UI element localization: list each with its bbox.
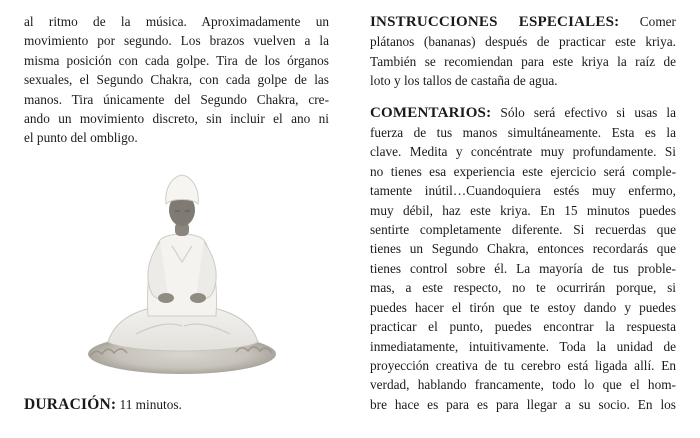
body-line: fuerza de tus manos simultáneamente. Esta es la bbox=[370, 125, 676, 141]
body-line: inmediatamente, intuitivamente. Toda la unidad de bbox=[370, 338, 676, 354]
comments-first-text: Sólo será efectivo si usas la bbox=[500, 104, 676, 120]
instructions-heading: INSTRUCCIONES ESPECIALES: bbox=[370, 14, 620, 30]
body-line: practicar el punto, puedes encontrar la respuesta bbox=[370, 319, 676, 335]
duration-line bbox=[24, 396, 182, 414]
left-column bbox=[24, 12, 329, 148]
body-line: loto y los tallos de castaña de agua. bbox=[370, 73, 558, 89]
body-line: proyección creativa de tu cerebro está ligada allí. En bbox=[370, 357, 676, 373]
body-line: tamente inútil…Cuandoquiera estés muy enfermo, bbox=[370, 183, 676, 199]
body-line: muy débil, haz este kriya. En 15 minutos puedes bbox=[370, 202, 676, 218]
body-line: plátanos (bananas) después de practicar este kriya. bbox=[370, 34, 676, 50]
instructions-first-text: Comer bbox=[639, 14, 676, 29]
body-line: ando un movimiento discreto, sin incluir el ano ni bbox=[24, 111, 329, 127]
comments-first-line bbox=[370, 103, 676, 123]
duration-value: 11 minutos. bbox=[119, 397, 182, 412]
body-line: sentirte completamente diferente. Si recuerdas que bbox=[370, 222, 676, 238]
meditation-figure bbox=[86, 166, 278, 376]
comments-heading: COMENTARIOS: bbox=[370, 104, 492, 121]
body-line: misma posición con cada golpe. Tira de los órganos bbox=[24, 52, 329, 68]
body-line: manos. Tira únicamente del Segundo Chakra, cre- bbox=[24, 91, 329, 107]
body-line: sexuales, el Segundo Chakra, con cada golpe de las bbox=[24, 72, 329, 88]
body-line: al ritmo de la música. Aproximadamente un bbox=[24, 14, 329, 29]
body-line: tienes un Segundo Chakra, entonces recordarás que bbox=[370, 241, 676, 257]
body-line: el punto del ombligo. bbox=[24, 130, 138, 146]
right-hand bbox=[190, 293, 206, 303]
body-line: También se recomiendan para este kriya la raíz de bbox=[370, 53, 676, 69]
comments-section bbox=[370, 103, 676, 415]
body-line: puedes hacer el tirón que te estoy dando y puedes bbox=[370, 299, 676, 315]
body-line: verdad, hablando francamente, todo lo que el hom- bbox=[370, 377, 676, 393]
right-column bbox=[370, 12, 676, 414]
seated-woman-illustration bbox=[86, 166, 278, 376]
duration-heading: DURACIÓN: bbox=[24, 396, 117, 413]
body-line: bre hace es para es para llegar a su socio. En los bbox=[370, 396, 676, 412]
body-line: mas, a este respecto, no te ocurrirán porque, si bbox=[370, 280, 676, 296]
body-line: clave. Medita y concéntrate muy profundamente. Si bbox=[370, 144, 676, 160]
instructions-first-line bbox=[370, 12, 676, 32]
body-line: tienes control sobre él. La mayoría de tus proble- bbox=[370, 260, 676, 276]
left-hand bbox=[158, 293, 174, 303]
instructions-section bbox=[370, 12, 676, 91]
body-line: movimiento por segundo. Los brazos vuelven a la bbox=[24, 33, 329, 49]
turban bbox=[166, 175, 199, 204]
body-line: no tienes esa experiencia este ejercicio será comple- bbox=[370, 163, 676, 179]
